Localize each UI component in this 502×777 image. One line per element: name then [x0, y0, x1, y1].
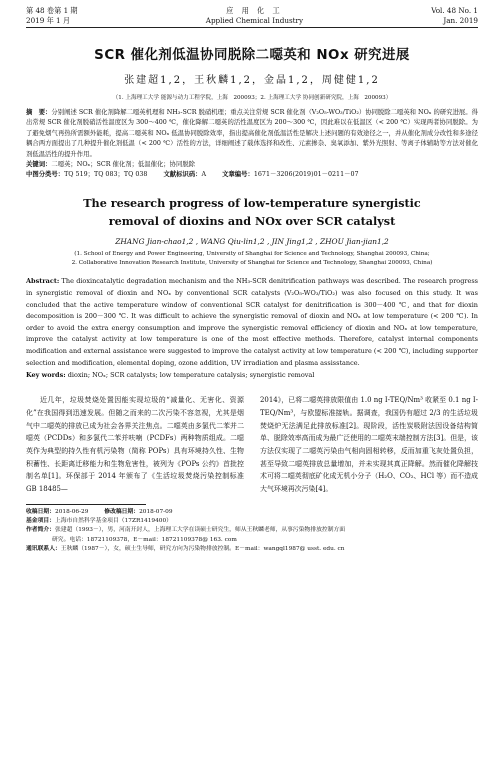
affiliation-chinese: （1. 上海理工大学 能源与动力工程学院，上海 200093；2. 上海理工大学 协同创新研究院，上海 200093） — [112, 95, 392, 101]
body-right-column — [260, 394, 478, 496]
authors-english: ZHANG Jian-chao1,2 , WANG Qiu-lin1,2 , JIN Jing1,2 , ZHOU Jian-jian1,2 — [115, 237, 389, 247]
author-contact-line: 研究。电话：18721109378，E－mail：18721109378@ 163. com — [52, 536, 237, 543]
title-english: The research progress of low-temperature synergistic removal of dioxins and NOx over SCR catalyst — [83, 196, 421, 229]
body-left-column — [26, 394, 244, 496]
affiliation-english: (1. School of Energy and Power Engineering, University of Shanghai for Science and Technology, Shanghai 200093, China; 2. Collaborative Innovation Research Institute, University of Shanghai for Science and Technology, Shanghai 200093, China) — [71, 251, 433, 267]
authors-chinese: 张建超1,2，王秋麟1,2，金晶1,2，周健健1,2 — [124, 75, 380, 86]
author-bio-line: 作者简介：张建超（1993－），男，河南开封人，上海理工大学在读硕士研究生，师从王秋麟老师，从事污染物排放控制方面 — [26, 527, 346, 534]
journal-page — [26, 6, 478, 554]
corresponding-author-line: 通讯联系人：王秋麟（1987－），女，硕士生导师，研究方向为污染物排放控制。E－mail：wangql1987@ usst. edu. cn — [26, 546, 345, 552]
keywords-chinese: 关键词：二噁英；NOₓ；SCR 催化剂；低温催化；协同脱除 — [26, 161, 196, 169]
footnotes — [26, 508, 478, 554]
volume-info: Vol. 48 No. 1 Jan. 2019 — [431, 6, 478, 25]
abstract-chinese: 摘 要：分别阐述 SCR 催化剂降解二噁英机理和 NH₃-SCR 脱硝机理；重点关注常规 SCR 催化剂（V₂O₅-WO₃/TiO₂）协同脱除二噁英和 NOₓ 的研究进展。得出常规 SCR 催化剂脱硝活性温度区为 300～400 ℃，催化降解二噁英的活性温度区为 200～300 ℃，因此难以在低温区（< 200 ℃）实现两者协同脱除。为了避免烟气再热所需额外能耗，提高二噁英和 NOₓ 低温协同脱除效率，指出提高催化剂低温活性是解决上述问题的有效途径之一，并从催化剂成分改性和多途径耦合两方面提出了几种提升催化剂低温（< 200 ℃）活性的方法，详细阐述了载体选择和改性、元素掺杂、臭氧添加、紫外光照射、等离子体辅助等方法对催化剂低温活性的提升作用。 — [26, 109, 478, 158]
classification-row: 中图分类号：TQ 519；TQ 083；TQ 038 文献标识码：A 文章编号：1671－3206(2019)01－0211－07 — [26, 171, 359, 179]
issue-info: 第 48 卷第 1 期 2019 年 1 月 — [26, 6, 78, 25]
fund-line: 基金项目：上海市自然科学基金项目（17ZR1419400） — [26, 518, 172, 525]
running-header — [26, 6, 478, 26]
keywords-english: Key words: dioxin; NOₓ; SCR catalysts; low temperature catalysis; synergistic removal — [26, 371, 315, 380]
body-text — [26, 394, 478, 496]
journal-name: 应 用 化 工 Applied Chemical Industry — [205, 6, 304, 25]
title-chinese: SCR 催化剂低温协同脱除二噁英和 NOx 研究进展 — [94, 48, 410, 63]
header-rule — [26, 27, 478, 28]
footnote-rule — [26, 504, 146, 505]
abstract-english: Abstract: The dioxincatalytic degradation mechanism and the NH₃-SCR denitrification pathways was described. The research progress in synergistic removal of dioxin and NOₓ by conventional SCR catalysts (V₂O₅-WO₃/TiO₂) was also focused on this study. It was concluded that the active temperature window of conventional SCR catalyst for denitrification is 300－400 ℃, and that for dioxin decomposition is 200－300 ℃. It was difficult to achieve the synergistic removal of dioxin and NOₓ at low temperature (< 200 ℃). In order to avoid the extra energy consumption and improve the synergistic removal efficiency of dioxin and NOₓ at low temperature, improve the catalyst activity at low temperature is one of the most effective methods. Therefore, catalyst internal components modification and external assistance were suggested to improve the catalyst activity at low temperature (< 200 ℃), including supporter selection and modification, elemental doping, ozone addition, UV irradiation and plasma assisstance. — [26, 277, 478, 367]
intro-paragraph-continued: 2014》，已将二噁英排放限值由 1.0 ng I-TEQ/Nm³ 收紧至 0.1 ng I-TEQ/Nm³，与欧盟标准接轨。据调查，我国仍有超过 2/3 的生活垃圾焚烧炉无法满足此排放标准[2]。现阶段，活性炭吸附法因设备结构简单、脱除效率高而成为最广泛使用的二噁英末端控制方法[3]。但是，该方法仅实现了二噁英污染由气相向固相转移，反而加重飞灰处置负担，甚至导致二噁英排放总量增加，并未实现其真正降解。然而催化降解技术可将二噁英彻底矿化成无机小分子（H₂O、CO₂、HCl 等）而不造成大气环境再次污染[4]。 — [260, 396, 478, 494]
intro-paragraph: 近几年，垃圾焚烧处置因能实现垃圾的“减量化、无害化、资源化”在我国得到迅速发展。但随之而来的二次污染不容忽视，尤其是烟气中二噁英的排放已成为社会各界关注焦点。二噁英由多氯代二苯并二噁英（PCDDs）和多氯代二苯并呋喃（PCDFs）两种物质组成。二噁英作为典型的持久性有机污染物（简称 POPs）具有环境持久性、生物积蓄性、长距离迁移能力和生物危害性，被列为《POPs 公约》首批控制名单[1]。环保部于 2014 年颁布了《生活垃圾焚烧污染控制标准 GB 18485— — [26, 396, 244, 494]
dates-line: 收稿日期：2018-06-29 修改稿日期：2018-07-09 — [26, 508, 173, 515]
